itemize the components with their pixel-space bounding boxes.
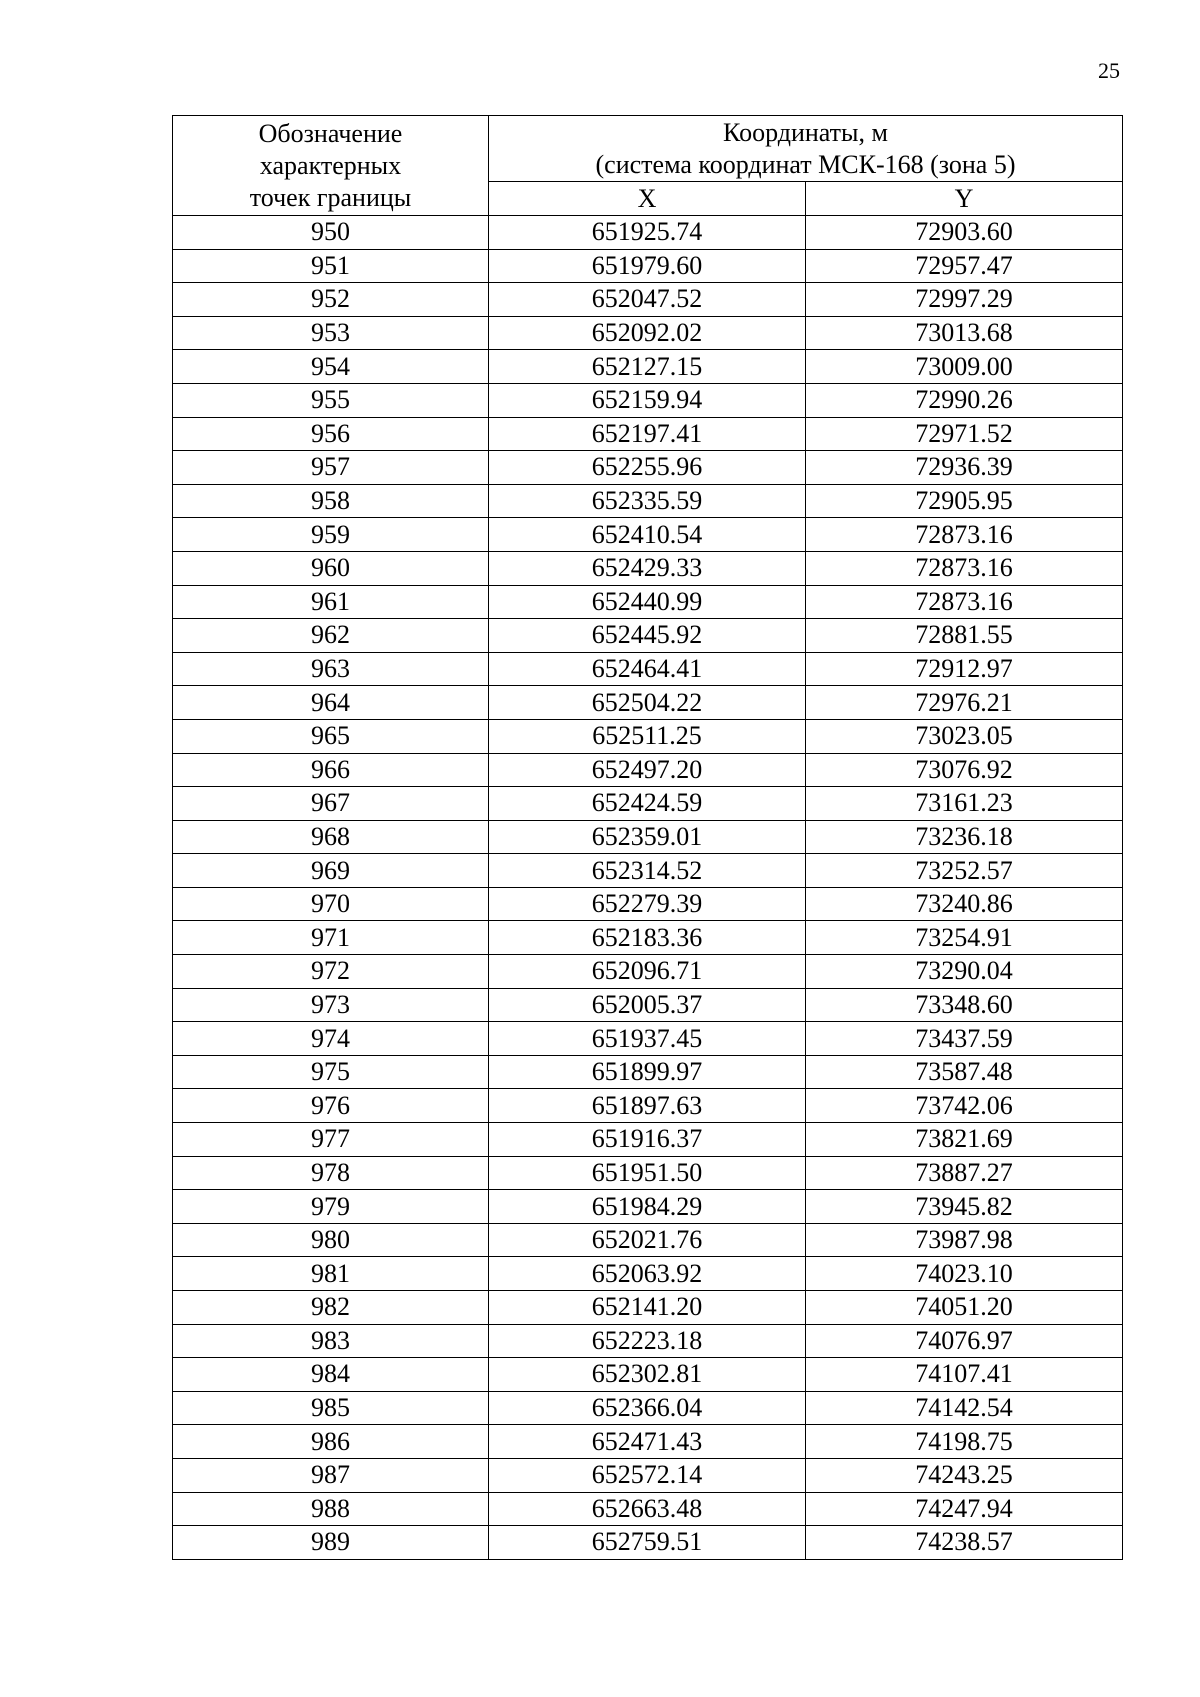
coordinates-header-line-2: (система координат МСК-168 (зона 5) [595,149,1016,179]
y-column-header: Y [806,182,1123,216]
point-number-cell: 967 [173,787,489,821]
y-coordinate-cell: 73023.05 [806,719,1123,753]
y-coordinate-cell: 73013.68 [806,316,1123,350]
table-row [173,518,1123,552]
table-row [173,383,1123,417]
y-coordinate-cell: 72976.21 [806,686,1123,720]
x-coordinate-cell: 652410.54 [489,518,806,552]
point-number-cell: 956 [173,417,489,451]
point-number-cell: 975 [173,1055,489,1089]
y-coordinate-cell: 73437.59 [806,1022,1123,1056]
coordinates-table [172,115,1123,1560]
table-row [173,1458,1123,1492]
table-row [173,350,1123,384]
table-row [173,1055,1123,1089]
x-coordinate-cell: 652663.48 [489,1492,806,1526]
y-coordinate-cell: 74247.94 [806,1492,1123,1526]
y-coordinate-cell: 74243.25 [806,1458,1123,1492]
table-row [173,451,1123,485]
table-row [173,249,1123,283]
point-number-cell: 953 [173,316,489,350]
table-row [173,1358,1123,1392]
x-coordinate-cell: 652471.43 [489,1425,806,1459]
table-row [173,652,1123,686]
point-number-cell: 963 [173,652,489,686]
x-coordinate-cell: 651951.50 [489,1156,806,1190]
x-coordinate-cell: 651916.37 [489,1123,806,1157]
y-coordinate-cell: 73348.60 [806,988,1123,1022]
point-number-cell: 986 [173,1425,489,1459]
point-number-cell: 984 [173,1358,489,1392]
table-row [173,484,1123,518]
table-row [173,719,1123,753]
y-coordinate-cell: 73076.92 [806,753,1123,787]
point-number-cell: 983 [173,1324,489,1358]
point-number-cell: 962 [173,619,489,653]
x-coordinate-cell: 652223.18 [489,1324,806,1358]
y-coordinate-cell: 74076.97 [806,1324,1123,1358]
y-coordinate-cell: 74107.41 [806,1358,1123,1392]
table-row [173,887,1123,921]
point-number-cell: 972 [173,955,489,989]
y-coordinate-cell: 73254.91 [806,921,1123,955]
table-row [173,585,1123,619]
point-number-cell: 982 [173,1291,489,1325]
table-row [173,1492,1123,1526]
y-coordinate-cell: 72873.16 [806,518,1123,552]
x-coordinate-cell: 652359.01 [489,820,806,854]
coordinates-header-line-1: Координаты, м [723,117,888,147]
y-coordinate-cell: 73587.48 [806,1055,1123,1089]
table-row [173,1526,1123,1560]
x-coordinate-cell: 652279.39 [489,887,806,921]
table-header [173,116,1123,216]
x-coordinate-cell: 651937.45 [489,1022,806,1056]
point-number-cell: 964 [173,686,489,720]
x-coordinate-cell: 652429.33 [489,551,806,585]
x-coordinate-cell: 652159.94 [489,383,806,417]
point-number-cell: 954 [173,350,489,384]
x-coordinate-cell: 652497.20 [489,753,806,787]
point-number-cell: 974 [173,1022,489,1056]
y-coordinate-cell: 73821.69 [806,1123,1123,1157]
x-coordinate-cell: 652047.52 [489,283,806,317]
point-number-cell: 976 [173,1089,489,1123]
x-column-header: X [489,182,806,216]
y-coordinate-cell: 73240.86 [806,887,1123,921]
point-number-cell: 971 [173,921,489,955]
point-number-cell: 981 [173,1257,489,1291]
y-coordinate-cell: 72936.39 [806,451,1123,485]
x-coordinate-cell: 652197.41 [489,417,806,451]
point-number-cell: 969 [173,854,489,888]
x-coordinate-cell: 652424.59 [489,787,806,821]
x-coordinate-cell: 652511.25 [489,719,806,753]
y-coordinate-cell: 72873.16 [806,585,1123,619]
x-coordinate-cell: 651925.74 [489,216,806,250]
y-coordinate-cell: 74023.10 [806,1257,1123,1291]
point-number-cell: 968 [173,820,489,854]
point-number-cell: 959 [173,518,489,552]
point-number-cell: 952 [173,283,489,317]
y-coordinate-cell: 72971.52 [806,417,1123,451]
table-row [173,619,1123,653]
point-number-cell: 985 [173,1391,489,1425]
x-coordinate-cell: 652366.04 [489,1391,806,1425]
point-number-cell: 978 [173,1156,489,1190]
x-coordinate-cell: 652464.41 [489,652,806,686]
table-row [173,787,1123,821]
table-row [173,1391,1123,1425]
point-number-cell: 970 [173,887,489,921]
point-number-cell: 988 [173,1492,489,1526]
y-coordinate-cell: 73945.82 [806,1190,1123,1224]
page-number: 25 [1098,58,1120,83]
point-number-cell: 980 [173,1223,489,1257]
table-row [173,1123,1123,1157]
table-row [173,1156,1123,1190]
x-coordinate-cell: 652440.99 [489,585,806,619]
table-row [173,753,1123,787]
point-number-cell: 977 [173,1123,489,1157]
table-row [173,283,1123,317]
table-row [173,216,1123,250]
y-coordinate-cell: 73236.18 [806,820,1123,854]
x-coordinate-cell: 652445.92 [489,619,806,653]
point-number-cell: 951 [173,249,489,283]
point-number-cell: 973 [173,988,489,1022]
x-coordinate-cell: 652063.92 [489,1257,806,1291]
table-row [173,820,1123,854]
table-row [173,1257,1123,1291]
table-row [173,921,1123,955]
table-row [173,551,1123,585]
table-row [173,1190,1123,1224]
point-number-cell: 966 [173,753,489,787]
table-row [173,955,1123,989]
designation-header-line-1: Обозначение [258,118,403,148]
x-coordinate-cell: 652141.20 [489,1291,806,1325]
y-coordinate-cell: 73252.57 [806,854,1123,888]
y-coordinate-cell: 72957.47 [806,249,1123,283]
x-coordinate-cell: 652255.96 [489,451,806,485]
table-row [173,1425,1123,1459]
y-coordinate-cell: 72881.55 [806,619,1123,653]
x-coordinate-cell: 651979.60 [489,249,806,283]
table-row [173,686,1123,720]
x-coordinate-cell: 652096.71 [489,955,806,989]
x-coordinate-cell: 651897.63 [489,1089,806,1123]
designation-header [173,116,489,216]
table-row [173,1223,1123,1257]
x-coordinate-cell: 652005.37 [489,988,806,1022]
y-coordinate-cell: 73290.04 [806,955,1123,989]
y-coordinate-cell: 74142.54 [806,1391,1123,1425]
x-coordinate-cell: 651899.97 [489,1055,806,1089]
x-coordinate-cell: 652183.36 [489,921,806,955]
y-coordinate-cell: 74198.75 [806,1425,1123,1459]
x-coordinate-cell: 651984.29 [489,1190,806,1224]
y-coordinate-cell: 72903.60 [806,216,1123,250]
x-coordinate-cell: 652504.22 [489,686,806,720]
x-coordinate-cell: 652572.14 [489,1458,806,1492]
x-coordinate-cell: 652302.81 [489,1358,806,1392]
table-row [173,1022,1123,1056]
point-number-cell: 957 [173,451,489,485]
y-coordinate-cell: 72905.95 [806,484,1123,518]
y-coordinate-cell: 72873.16 [806,551,1123,585]
x-coordinate-cell: 652314.52 [489,854,806,888]
table-body [173,216,1123,1560]
point-number-cell: 960 [173,551,489,585]
point-number-cell: 989 [173,1526,489,1560]
table-row [173,1324,1123,1358]
y-coordinate-cell: 73987.98 [806,1223,1123,1257]
point-number-cell: 987 [173,1458,489,1492]
y-coordinate-cell: 72912.97 [806,652,1123,686]
x-coordinate-cell: 652335.59 [489,484,806,518]
y-coordinate-cell: 74238.57 [806,1526,1123,1560]
table-row [173,854,1123,888]
y-coordinate-cell: 74051.20 [806,1291,1123,1325]
y-coordinate-cell: 73887.27 [806,1156,1123,1190]
point-number-cell: 955 [173,383,489,417]
y-coordinate-cell: 72997.29 [806,283,1123,317]
table-row [173,988,1123,1022]
x-coordinate-cell: 652021.76 [489,1223,806,1257]
table-row [173,1089,1123,1123]
point-number-cell: 958 [173,484,489,518]
y-coordinate-cell: 73161.23 [806,787,1123,821]
y-coordinate-cell: 72990.26 [806,383,1123,417]
coordinates-header [489,116,1123,182]
designation-header-line-3: точек границы [249,182,412,212]
designation-header-line-2: характерных [259,150,402,180]
x-coordinate-cell: 652092.02 [489,316,806,350]
x-coordinate-cell: 652127.15 [489,350,806,384]
point-number-cell: 961 [173,585,489,619]
point-number-cell: 979 [173,1190,489,1224]
y-coordinate-cell: 73009.00 [806,350,1123,384]
point-number-cell: 965 [173,719,489,753]
x-coordinate-cell: 652759.51 [489,1526,806,1560]
table-row [173,417,1123,451]
table-row [173,316,1123,350]
y-coordinate-cell: 73742.06 [806,1089,1123,1123]
point-number-cell: 950 [173,216,489,250]
table-row [173,1291,1123,1325]
